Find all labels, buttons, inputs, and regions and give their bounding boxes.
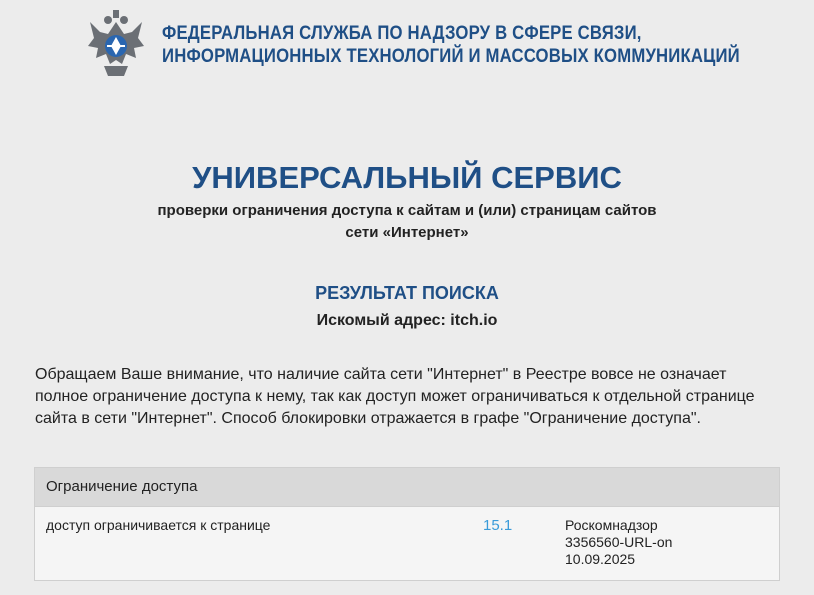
table-header: Ограничение доступа [35,468,779,507]
double-headed-eagle-emblem-icon [78,8,154,84]
site-header [78,8,778,84]
service-title: УНИВЕРСАЛЬНЫЙ СЕРВИС [192,160,622,195]
result-table [34,467,780,581]
authority-cell: Роскомнадзор 3356560-URL-on 10.09.2025 [565,517,673,567]
agency-name [162,22,740,68]
search-result-title: РЕЗУЛЬТАТ ПОИСКА [315,283,499,303]
code-link[interactable]: 15.1 [483,517,513,534]
service-subtitle [0,200,814,244]
searched-address: Искомый адрес: itch.io [316,312,498,329]
agency-name-line1: ФЕДЕРАЛЬНАЯ СЛУЖБА ПО НАДЗОРУ В СФЕРЕ СВЯЗИ, [162,23,642,44]
agency-name-line2: ИНФОРМАЦИОННЫХ ТЕХНОЛОГИЙ И МАССОВЫХ КОММУНИКАЦИЙ [162,46,740,67]
notice-text: Обращаем Ваше внимание, что наличие сайта сети "Интернет" в Реестре вовсе не означает полное ограничение доступа к нему, так как доступ может ограничиваться к отдельной странице сайта в сети "Интернет". Способ блокировки отражается в графе "Ограничение доступа". [35,366,755,427]
service-subtitle-line2: сети «Интернет» [345,224,469,241]
service-subtitle-line1: проверки ограничения доступа к сайтам и (или) страницам сайтов [157,202,657,219]
restriction-cell: доступ ограничивается к странице [46,517,271,533]
